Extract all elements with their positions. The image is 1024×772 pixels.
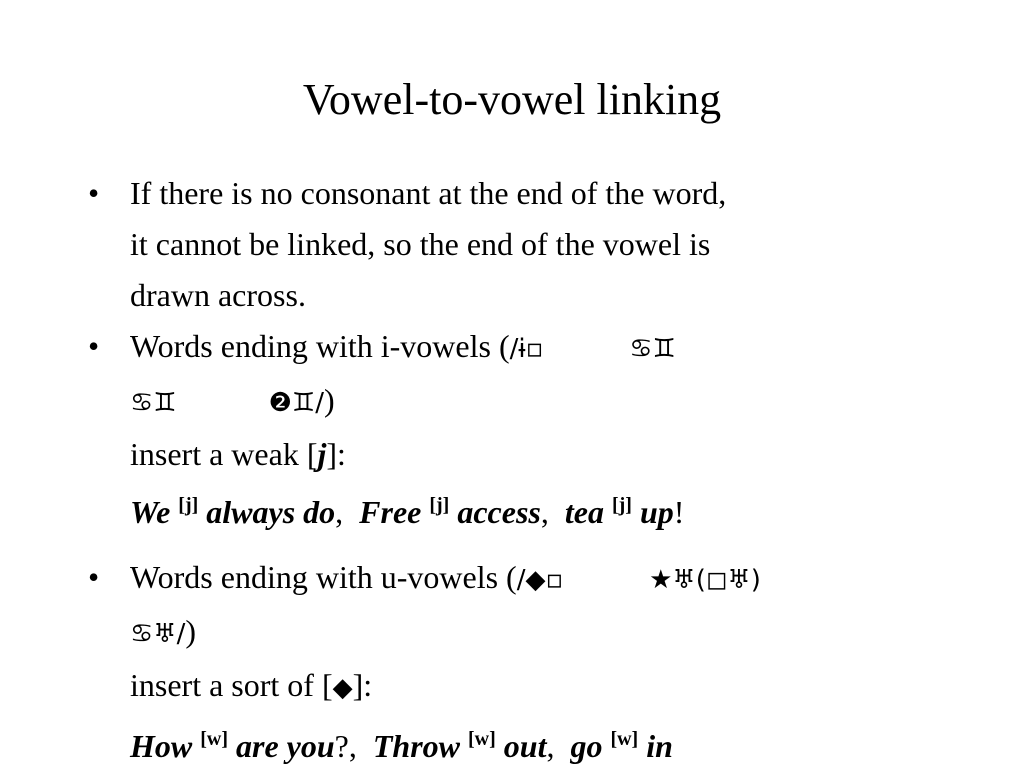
bullet-list	[88, 168, 998, 772]
bullet-item-i-vowels	[88, 321, 998, 538]
u-vowels-examples	[130, 714, 998, 772]
bullet-item-no-consonant	[88, 168, 998, 321]
i-vowels-line1	[130, 321, 998, 375]
bullet-dot-icon: •	[88, 559, 100, 595]
example-word: up	[639, 494, 674, 530]
linking-marker: [w]	[200, 728, 228, 750]
example-word: always do	[206, 494, 336, 530]
u-vowels-line2	[130, 606, 998, 660]
glide-symbol-j: j	[317, 436, 327, 472]
phonetic-symbol: ♋♅/	[130, 619, 186, 649]
example-word: in	[646, 728, 673, 764]
u-vowels-insert-line	[130, 660, 998, 714]
insert-end: ]:	[352, 667, 373, 703]
example-word: Free	[359, 494, 422, 530]
example-word: are you	[236, 728, 335, 764]
example-word: out	[503, 728, 547, 764]
phonetic-symbol: /	[509, 334, 519, 364]
item1-line1: If there is no consonant at the end of the word,	[130, 175, 727, 211]
linking-marker: [w]	[610, 728, 639, 750]
phonetic-symbol: ♋♊	[629, 334, 676, 364]
example-word: tea	[564, 494, 604, 530]
slide-title: Vowel-to-vowel linking	[302, 75, 722, 124]
insert-end: ]:	[326, 436, 346, 472]
phonetic-symbol: ❷♊/	[268, 388, 325, 418]
phonetic-symbol: /◆▫	[516, 565, 564, 595]
i-vowels-line2	[130, 375, 998, 429]
close-paren: )	[324, 382, 335, 418]
phonetic-symbol: ♋♊	[130, 388, 177, 418]
insert-label: insert a weak [	[130, 436, 318, 472]
linking-marker: [j]	[611, 494, 632, 516]
phonetic-symbol: ɨ▫	[518, 334, 544, 364]
linking-marker: [j]	[429, 494, 450, 516]
example-separator: ,	[540, 494, 549, 530]
example-word: We	[130, 494, 171, 530]
example-separator: ?,	[334, 728, 357, 764]
bullet-dot-icon: •	[88, 175, 100, 211]
linking-marker: [j]	[178, 494, 199, 516]
bullet-dot-icon: •	[88, 328, 100, 364]
i-vowels-intro: Words ending with i-vowels (	[130, 328, 510, 364]
bullet-item-u-vowels	[88, 552, 998, 772]
item1-line3: drawn across.	[130, 277, 306, 313]
example-word: access	[457, 494, 541, 530]
example-word: Throw	[372, 728, 460, 764]
phonetic-symbol: ★♅(◻♅)	[649, 565, 761, 595]
linking-marker: [w]	[468, 728, 496, 750]
u-vowels-intro: Words ending with u-vowels (	[130, 559, 517, 595]
example-separator: !	[673, 494, 685, 530]
example-word: go	[570, 728, 603, 764]
u-vowels-line1	[130, 552, 998, 606]
example-separator: ,	[335, 494, 344, 530]
example-word: How	[130, 728, 193, 764]
close-paren: )	[185, 613, 197, 649]
item1-line2: it cannot be linked, so the end of the vowel is	[130, 226, 711, 262]
i-vowels-examples	[130, 480, 998, 538]
i-vowels-insert-line	[130, 429, 998, 480]
glide-symbol-w: ◆	[332, 673, 353, 703]
example-separator: ,	[546, 728, 555, 764]
insert-label: insert a sort of [	[130, 667, 333, 703]
